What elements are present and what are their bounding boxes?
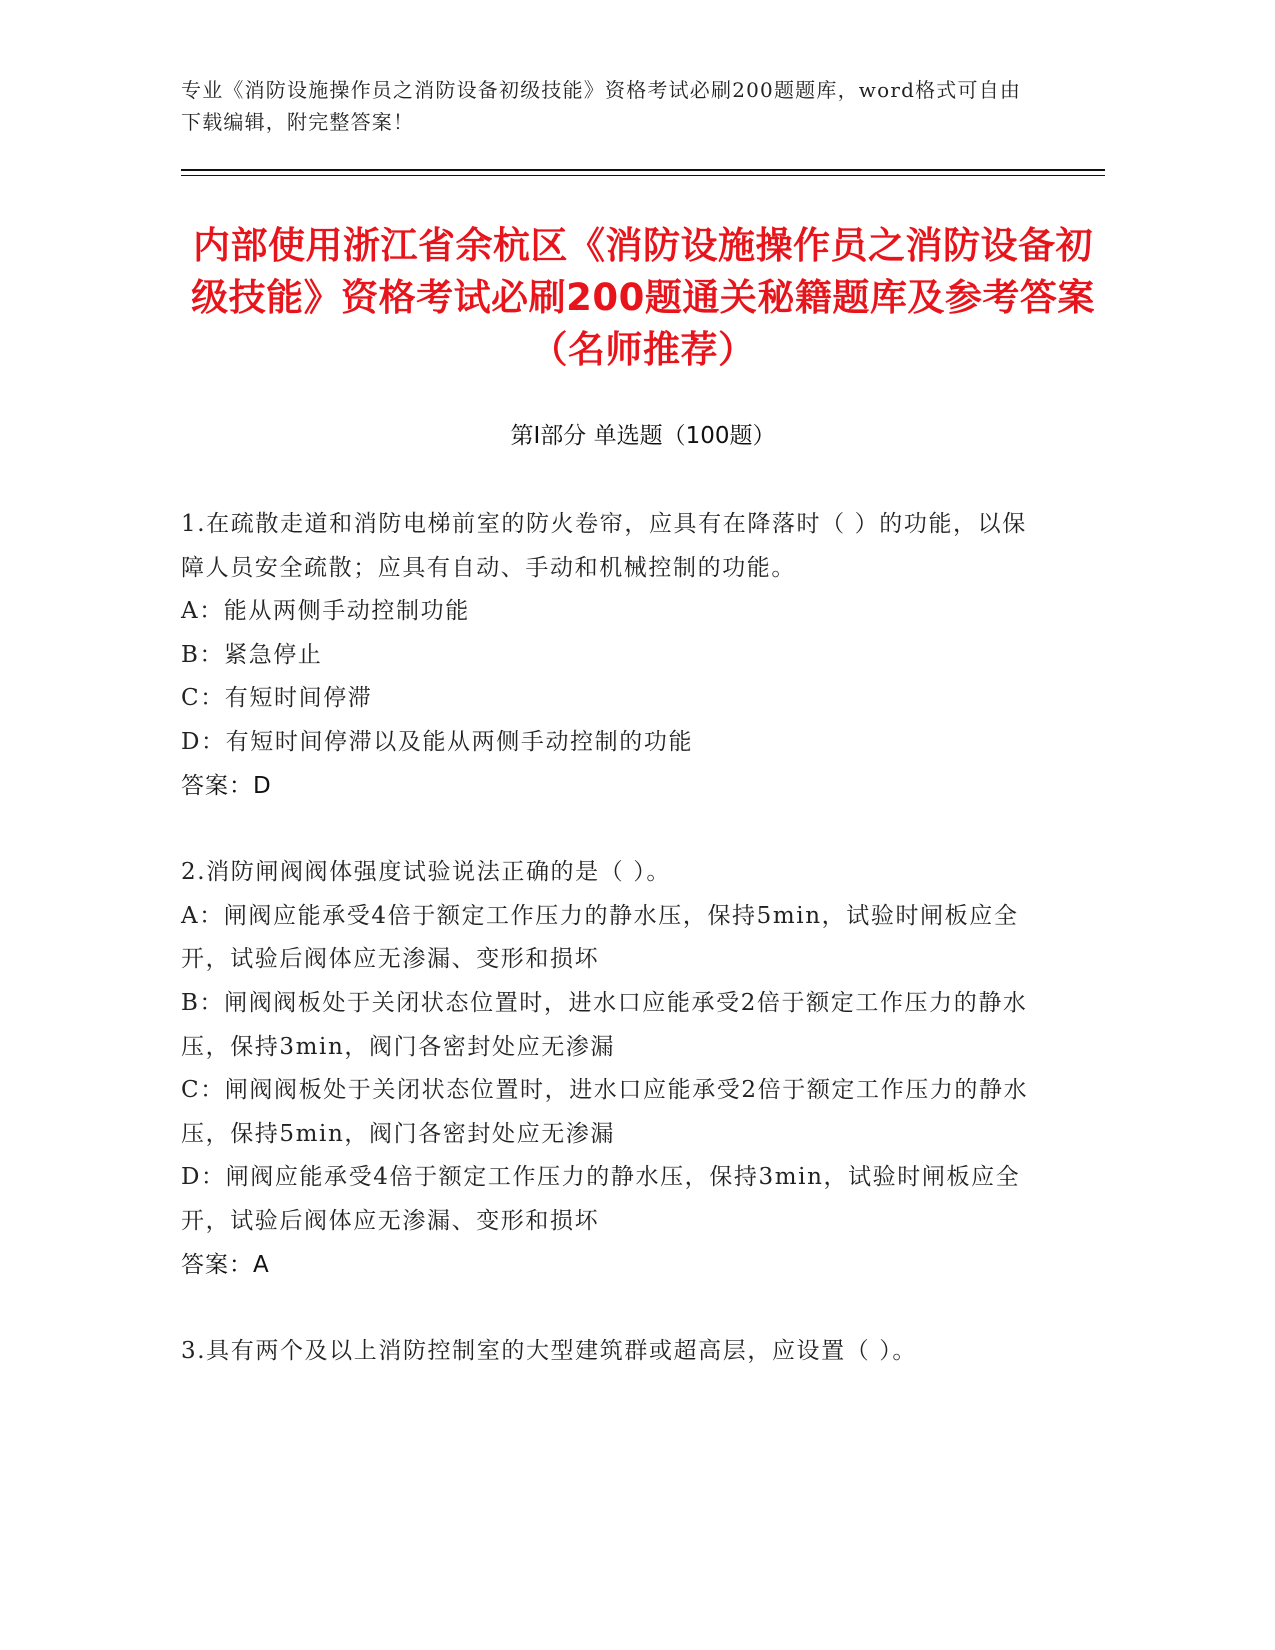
option-d: D：有短时间停滞以及能从两侧手动控制的功能: [181, 728, 694, 755]
header-note: 专业《消防设施操作员之消防设备初级技能》资格考试必刷200题题库，word格式可自由下载编辑，附完整答案！: [181, 78, 1022, 134]
header-rule-thin: [181, 175, 1105, 176]
question-3: [181, 1330, 1051, 1374]
option-b: B：紧急停止: [181, 641, 323, 668]
section-title: 第Ⅰ部分 单选题（100题）: [510, 423, 776, 449]
answer-line: 答案：A: [181, 1251, 270, 1278]
option-b: B：闸阀阀板处于关闭状态位置时，进水口应能承受2倍于额定工作压力的静水压，保持3min，阀门各密封处应无渗漏: [181, 989, 1028, 1060]
option-c: C：有短时间停滞: [181, 685, 373, 712]
option-c: C：闸阀阀板处于关闭状态位置时，进水口应能承受2倍于额定工作压力的静水压，保持5min，阀门各密封处应无渗漏: [181, 1077, 1029, 1147]
header-rule-thick: [181, 169, 1105, 171]
option-a: A：闸阀应能承受4倍于额定工作压力的静水压，保持5min，试验时闸板应全开，试验后阀体应无渗漏、变形和损坏: [181, 902, 1019, 973]
option-d: D：闸阀应能承受4倍于额定工作压力的静水压，保持3min，试验时闸板应全开，试验后阀体应无渗漏、变形和损坏: [181, 1164, 1021, 1234]
question-2: [181, 851, 1051, 1287]
question-stem: 3.具有两个及以上消防控制室的大型建筑群或超高层，应设置（ ）。: [181, 1338, 917, 1365]
question-stem: 1.在疏散走道和消防电梯前室的防火卷帘，应具有在降落时（ ）的功能，以保障人员安全疏散；应具有自动、手动和机械控制的功能。: [181, 511, 1027, 581]
option-a: A：能从两侧手动控制功能: [181, 598, 470, 625]
question-stem: 2.消防闸阀阀体强度试验说法正确的是（ ）。: [181, 859, 671, 886]
question-list: [181, 503, 1051, 1417]
document-title: 内部使用浙江省余杭区《消防设施操作员之消防设备初级技能》资格考试必刷200题通关秘籍题库及参考答案（名师推荐）: [191, 224, 1095, 371]
question-1: [181, 503, 1051, 808]
answer-line: 答案：D: [181, 772, 272, 799]
